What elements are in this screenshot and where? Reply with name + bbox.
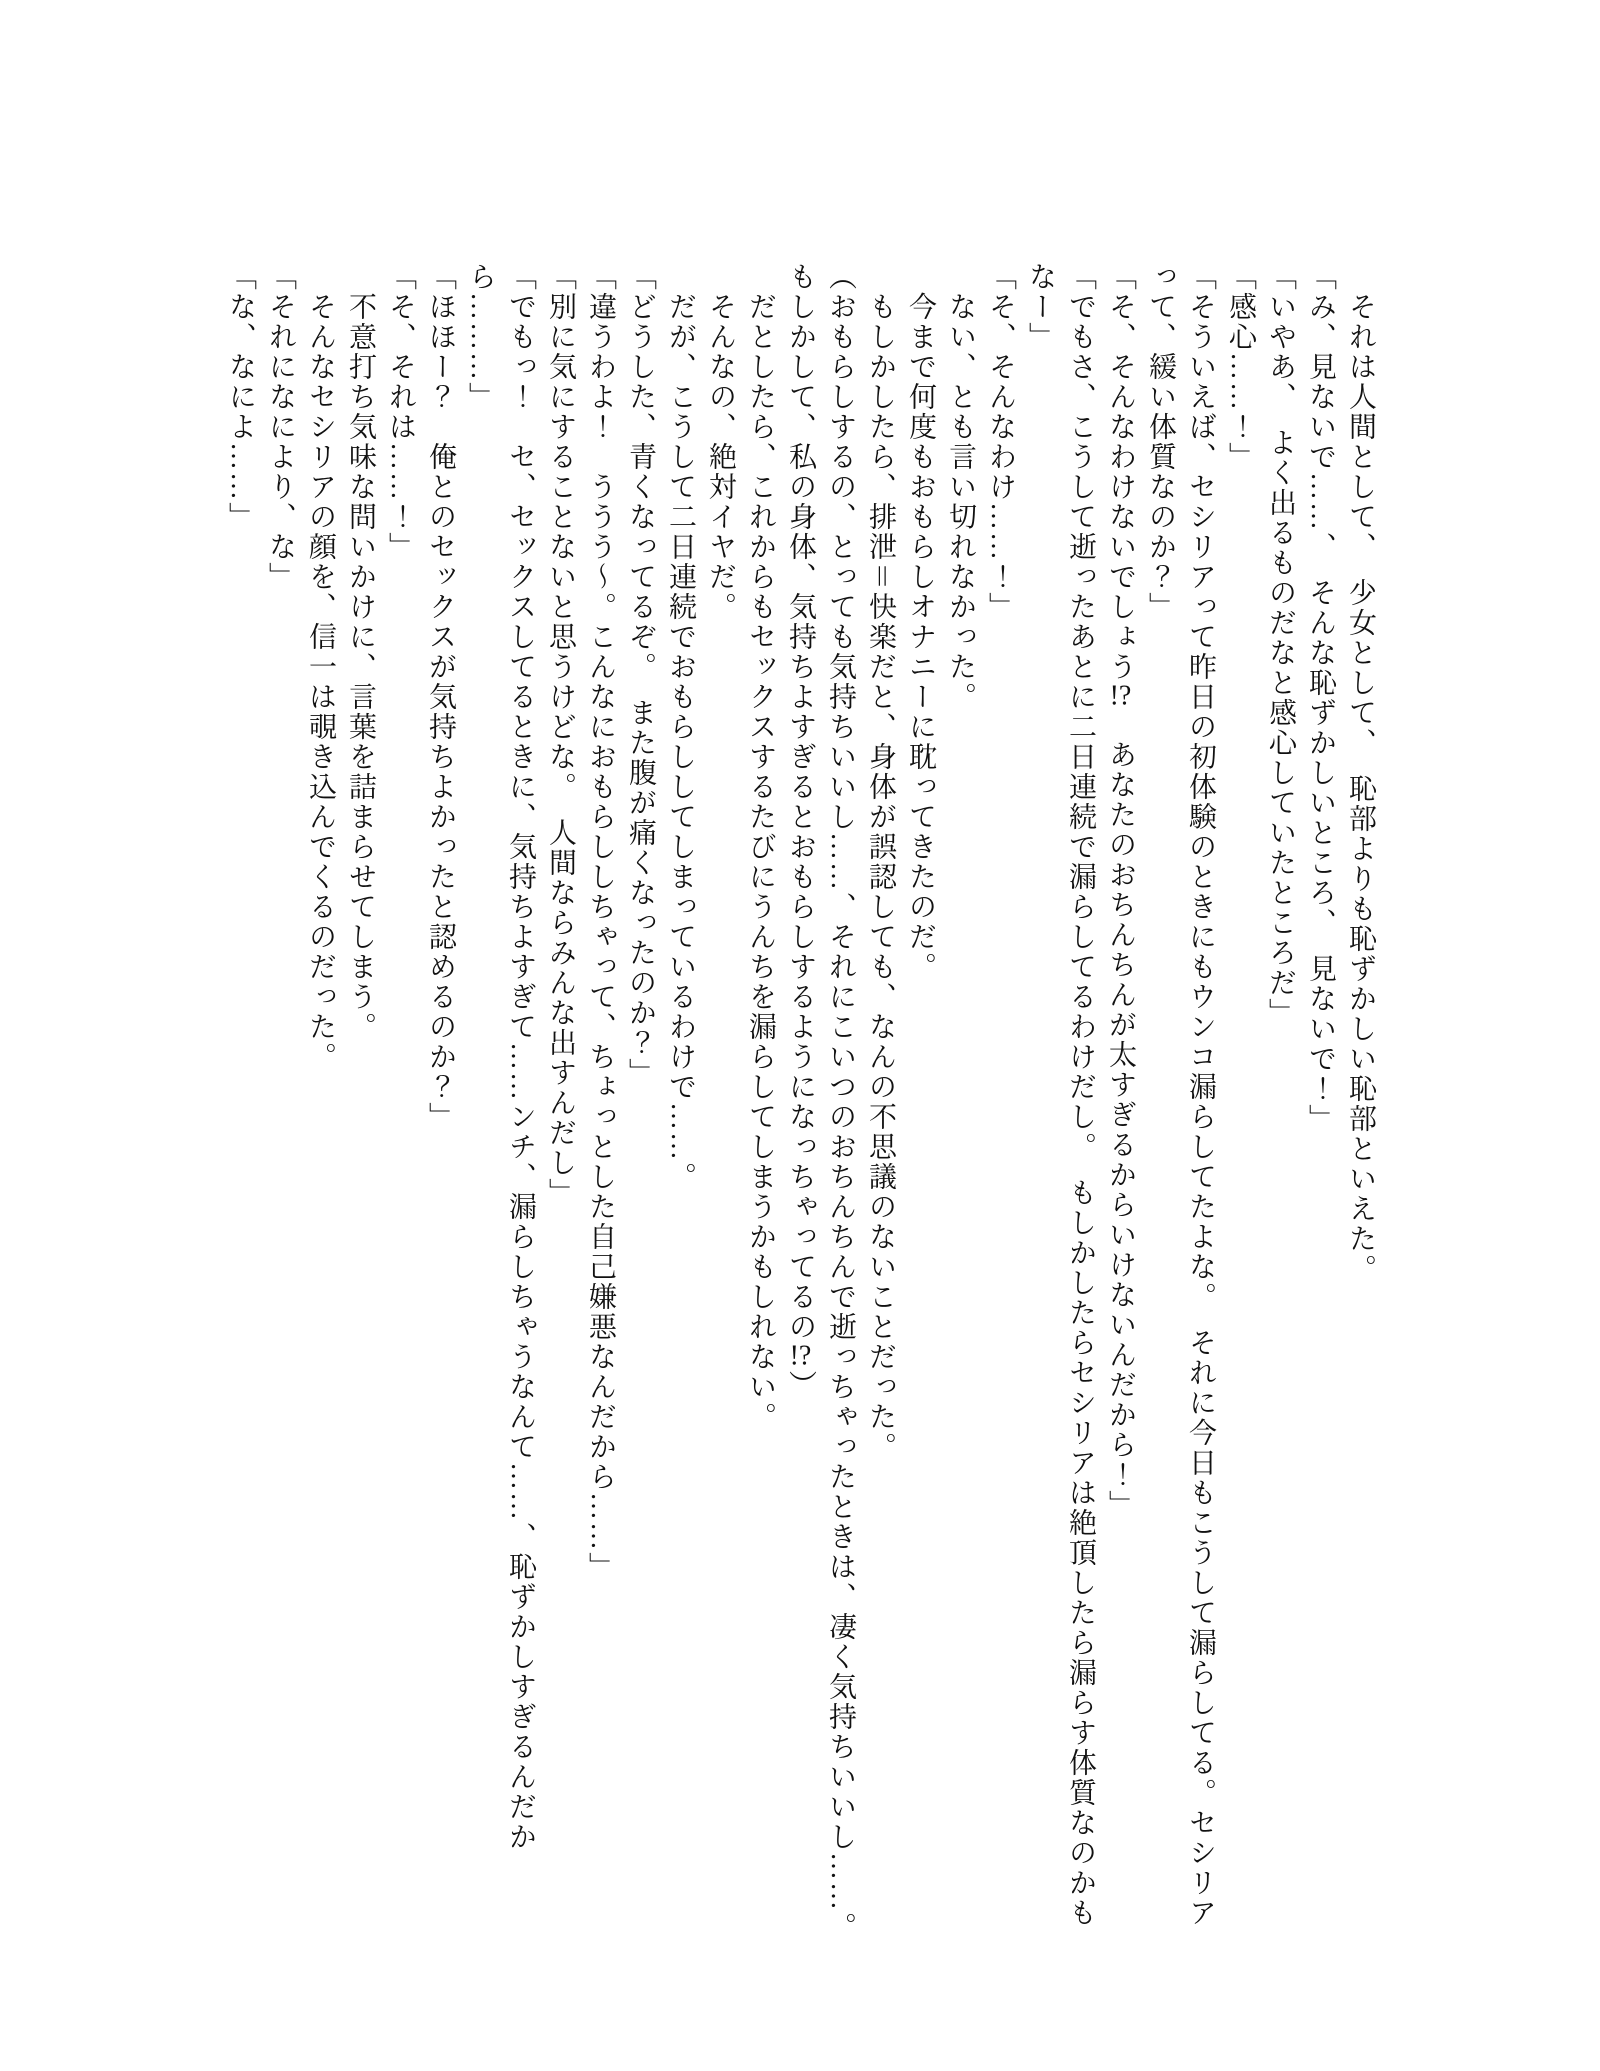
tate-chu-yoko: !? [1109, 682, 1132, 710]
paragraph: それは人間として、 少女として、 恥部よりも恥ずかしい恥部といえた。 [1345, 292, 1376, 1284]
paragraph: （おもらしするの、とっても気持ちいいし……、それにこいつのおちんちんで逝っちゃったときは、凄く気持ちいいし……。もしかして、私の身体、気持ちよすぎるとおもらしするようになっちゃってるの!?） [785, 262, 856, 1942]
paragraph: 「違うわよ！ ううう〜。こんなにおもらししちゃって、ちょっとした自己嫌悪なんだから……」 [585, 262, 616, 1582]
paragraph: 「そ、そんなわけ……！」 [985, 262, 1016, 622]
paragraph: そんなセシリアの顔を、信一は覗き込んでくるのだった。 [305, 292, 336, 1072]
paragraph: 「そういえば、セシリアって昨日の初体験のときにもウンコ漏らしてたよな。 それに今日もこうして漏らしてる。セシリアって、緩い体質なのか？」 [1145, 262, 1216, 1928]
paragraph: 「いやあ、 よく出るものだなと感心していたところだ」 [1265, 262, 1296, 1028]
paragraph: 「感心……！」 [1225, 262, 1256, 472]
paragraph: 「な、なによ……」 [225, 262, 256, 532]
novel-text-block [220, 262, 1380, 1942]
paragraph: 「そ、そんなわけないでしょう!? あなたのおちんちんが太すぎるからいけないんだから！」 [1105, 262, 1136, 1520]
paragraph: ない、とも言い切れなかった。 [945, 292, 976, 712]
tate-chu-yoko: !? [789, 1342, 812, 1370]
paragraph: 今まで何度もおもらしオナニーに耽ってきたのだ。 [905, 292, 936, 982]
paragraph: もしかしたら、排泄＝快楽だと、身体が誤認しても、なんの不思議のないことだった。 [865, 292, 896, 1463]
paragraph: 「どうした、青くなってるぞ。 また腹が痛くなったのか？」 [625, 262, 656, 1088]
paragraph: 「み、見ないで……、 そんな恥ずかしいところ、 見ないで！」 [1305, 262, 1336, 1134]
paragraph: 「でもっ！ セ、セックスしてるときに、気持ちよすぎて……ンチ、漏らしちゃうなんて……、恥ずかしすぎるんだから………」 [465, 262, 536, 1852]
paragraph: 「別に気にすることないと思うけどな。 人間ならみんな出すんだし」 [545, 262, 576, 1208]
paragraph: そんなの、絶対イヤだ。 [705, 292, 736, 622]
paragraph: 「そ、それは……！」 [385, 262, 416, 562]
paragraph: 「ほほー？ 俺とのセックスが気持ちよかったと認めるのか？」 [425, 262, 456, 1132]
paragraph: だが、こうして二日連続でおもらししてしまっているわけで……。 [665, 292, 696, 1192]
paragraph: 「それになにより、な」 [265, 262, 296, 592]
paragraph: 不意打ち気味な問いかけに、言葉を詰まらせてしまう。 [345, 292, 376, 1042]
paragraph: 「でもさ、こうして逝ったあとに二日連続で漏らしてるわけだし。 もしかしたらセシリアは絶頂したら漏らす体質なのかもなー」 [1025, 262, 1096, 1928]
paragraph: だとしたら、これからもセックスするたびにうんちを漏らしてしまうかもしれない。 [745, 292, 776, 1432]
